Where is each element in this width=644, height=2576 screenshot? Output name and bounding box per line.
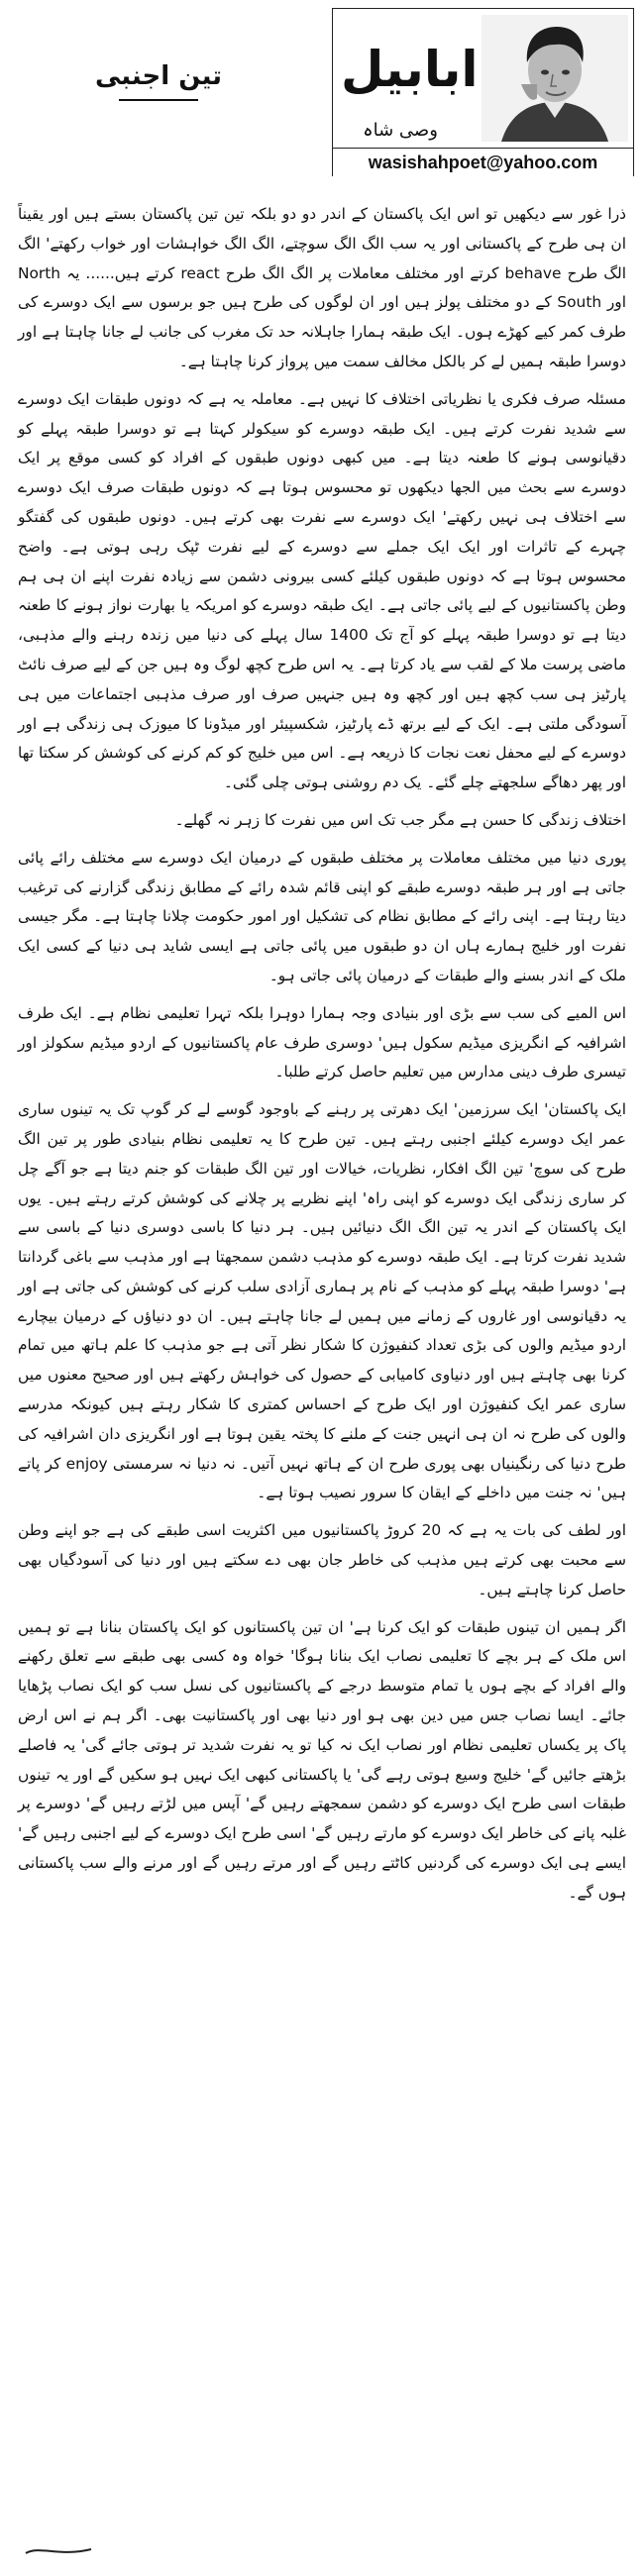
author-photo xyxy=(482,15,628,142)
article-paragraph: اختلاف زندگی کا حسن ہے مگر جب تک اس میں نفرت کا زہر نہ گھلے۔ xyxy=(174,810,626,829)
columnist-masthead xyxy=(332,8,634,176)
article-paragraph: اس المیے کی سب سے بڑی اور بنیادی وجہ ہمارا دوہرا بلکہ تہرا تعلیمی نظام ہے۔ ایک طرف اشرافیہ کے انگریزی میڈیم سکول ہیں' دوسری طرف عام پاکستانیوں کے اردو میڈیم سکولز اور تیسری طرف دینی مدارس میں تعلیم حاصل کرتے طلبا۔ xyxy=(18,1003,626,1082)
author-email: wasishahpoet@yahoo.com xyxy=(333,148,633,176)
author-name: وصی شاہ xyxy=(363,120,438,141)
title-underline xyxy=(119,99,198,101)
article-paragraph: ایک پاکستان' ایک سرزمین' ایک دھرتی پر رہنے کے باوجود گوسے لے کر گوپ تک یہ تینوں ساری عمر ایک دوسرے کیلئے اجنبی رہتے ہیں۔ تین طرح کا یہ تعلیمی نظام بنیادی طور پر تین الگ طرح کی سوچ' تین الگ افکار، نظریات، خیالات اور تین الگ طبقات کو جنم دیتا ہے جو آگے چل کر ساری زندگی ایک دوسرے کو اپنی راہ' اپنے نظریے پر چلانے کی کوشش کرتے رہتے ہیں۔ یوں ایک پاکستان کے اندر یہ تین الگ الگ دنیائیں ہیں۔ ہر دنیا کا باسی دوسری دنیا کے باسی سے شدید نفرت کرتا ہے۔ ایک طبقہ دوسرے کو مذہب دشمن سمجھتا ہے اور مذہب سے باغی گردانتا ہے' دوسرا طبقہ پہلے کو مذہب کے نام پر ہماری آزادی سلب کرنے کی کوشش کی جاتی ہے اور یہ دقیانوسی اور غاروں کے زمانے میں ہمیں لے جانا چاہتے ہیں۔ ان دو دنیاؤں کے درمیان بیچارے اردو میڈیم والوں کی بڑی تعداد کنفیوژن کا شکار نظر آتی ہے جو مذہب کا علم ہاتھ میں تمام کرنا بھی چاہتے ہیں اور دنیاوی کامیابی کے حصول کی خواہش رکھتے ہیں اور صحیح معنوں میں ساری عمر ایک کنفیوژن اور ایک طرح کے احساس کمتری کا شکار رہتے ہیں کیونکہ مدرسے والوں کی طرح نہ ان ہی انہیں جنت کے ملنے کا پختہ یقین ہوتا ہے اور انگریزی دان اشرافیہ کی طرح دنیا کی رنگینیاں بھی پوری طرح ان کے ہاتھ نہیں آتیں۔ نہ دنیا نہ سرمستی enjoy کر پاتے ہیں' نہ جنت میں داخلے کے ایقان کا سرور نصیب ہوتا ہے۔ xyxy=(18,1100,626,1502)
article-paragraph: پوری دنیا میں مختلف معاملات پر مختلف طبقوں کے درمیان ایک دوسرے سے مختلف رائے پائی جاتی ہے اور ہر طبقہ دوسرے طبقے کو اپنی قائم شدہ رائے کے مطابق زندگی گزارنے کی ترغیب دیتا رہتا ہے۔ اپنی رائے کے مطابق نظام کی تشکیل اور امور حکومت چلانا چاہتا ہے۔ مگر جیسی نفرت اور خلیج ہمارے ہاں ان دو طبقوں میں پائی جاتی ہے ایسی شاید ہی دنیا کے کسی ایک ملک کے اندر بسنے والے طبقات کے درمیان پائی جاتی ہو۔ xyxy=(18,848,626,984)
article-paragraph: اگر ہمیں ان تینوں طبقات کو ایک کرنا ہے' ان تین پاکستانوں کو ایک پاکستان بنانا ہے تو ہمیں اس ملک کے ہر بچے کا تعلیمی نصاب ایک بنانا ہوگا' خواہ وہ کسی بھی طبقے سے تعلق رکھنے والے افراد کے بچے ہوں یا تمام متوسط درجے کے پاکستانیوں کی نسل سب کو ایک نصاب پڑھایا جائے۔ ایسا نصاب جس میں دین بھی ہو اور دنیا بھی اور پاکستانیت بھی۔ اگر ہم نے اس ارض پاک پر یکساں تعلیمی نظام اور نصاب ایک نہ کیا تو یہ نفرت شدید تر ہوتی جائے گی' یہ فاصلے بڑھتے جائیں گے' خلیج وسیع ہوتی رہے گی' یا پاکستانی کبھی ایک نہیں ہو سکیں گے اور یہ تینوں طبقات اسی طرح ایک دوسرے کو دشمن سمجھتے رہیں گے' آپس میں لڑتے رہیں گے' دوسرے پر غلبہ پانے کی خاطر ایک دوسرے کو مارتے رہیں گے' اسی طرح ایک دوسرے کے لیے اجنبی رہیں گے' ایسے ہی ایک دوسرے کی گردنیں کاٹتے رہیں گے اور مرتے رہیں گے اور مرنے والے سب پاکستانی ہوں گے۔ xyxy=(18,1617,626,1902)
article-body xyxy=(18,200,626,1916)
article-paragraph: مسئلہ صرف فکری یا نظریاتی اختلاف کا نہیں ہے۔ معاملہ یہ ہے کہ دونوں طبقات ایک دوسرے سے شدید نفرت کرتے ہیں۔ ایک طبقہ دوسرے کو سیکولر کہتا ہے تو دوسرا طبقہ پہلے کو دقیانوسی ہونے کا طعنہ دیتا ہے۔ میں کبھی دونوں طبقوں کے افراد کو کسی موقع پر ایک دوسرے سے بحث میں الجھا دیکھوں تو محسوس ہوتا ہے کہ دونوں طبقات صرف ایک دوسرے سے اختلاف ہی نہیں رکھتے' ایک دوسرے سے نفرت بھی کرتے ہیں۔ دونوں طبقوں کی گفتگو چہرے کے تاثرات اور ایک ایک جملے سے دوسرے کے لیے نفرت ٹپک رہی ہوتی ہے۔ واضح محسوس ہوتا ہے کہ دونوں طبقوں کیلئے کسی بیرونی دشمن سے زیادہ نفرت اپنے ان ہی ہم وطن پاکستانیوں کے لیے پائی جاتی ہے۔ ایک طبقہ دوسرے کو امریکہ یا بھارت نواز ہونے کا طعنہ دیتا ہے تو دوسرا طبقہ پہلے کو آج تک 1400 سال پہلے کی دنیا میں زندہ رہنے والے مذہبی، ماضی پرست ملا کے لقب سے یاد کرتا ہے۔ یہ اس طرح کچھ لوگ وہ ہیں جن کے لیے صرف نائٹ پارٹیز ہی سب کچھ ہیں اور کچھ وہ ہیں جنہیں صرف اور صرف مذہبی اجتماعات میں ہی آسودگی ملتی ہے۔ ایک کے لیے برتھ ڈے پارٹیز، شکسپیئر اور میڈونا کا میوزک ہی زندگی ہے اور دوسرے کے لیے محفل نعت نجات کا ذریعہ ہے۔ اس میں خلیج کو کم کرنے کی کوشش کر سکتا تھا اور پھر دھاگے سلجھتے چلے گئے۔ یک دم روشنی ہوتی چلی گئی۔ xyxy=(18,389,626,792)
end-mark-icon xyxy=(20,2541,99,2561)
column-logo: ابابیل xyxy=(341,41,479,98)
column-title: تین اجنبی xyxy=(94,61,222,91)
article-paragraph: اور لطف کی بات یہ ہے کہ 20 کروڑ پاکستانیوں میں اکثریت اسی طبقے کی ہے جو اپنے وطن سے محبت بھی کرتے ہیں مذہب کی خاطر جان بھی دے سکتے ہیں اور دنیا کی آسودگیاں بھی حاصل کرنا چاہتے ہیں۔ xyxy=(18,1521,626,1598)
column-header xyxy=(0,0,644,188)
article-paragraph: ذرا غور سے دیکھیں تو اس ایک پاکستان کے اندر دو دو بلکہ تین تین پاکستان بستے ہیں اور یقیناً ان ہی طرح کے پاکستانی اور یہ سب الگ الگ سوچتے، الگ الگ خواہشات اور خواب رکھتے' الگ الگ طرح behave کرتے اور مختلف معاملات پر الگ الگ طرح react کرتے ہیں...... یہ North اور South کے دو مختلف پولز ہیں اور ان لوگوں کی طرح ہیں جو برسوں سے ایک دوسرے کی طرف کمر کیے کھڑے ہوں۔ ایک طبقہ ہمارا جاہلانہ حد تک مغرب کی جانب لے جانا چاہتا ہے اور دوسرا طبقہ ہمیں لے کر بالکل مخالف سمت میں پرواز کرنا چاہتا ہے۔ xyxy=(18,205,626,370)
